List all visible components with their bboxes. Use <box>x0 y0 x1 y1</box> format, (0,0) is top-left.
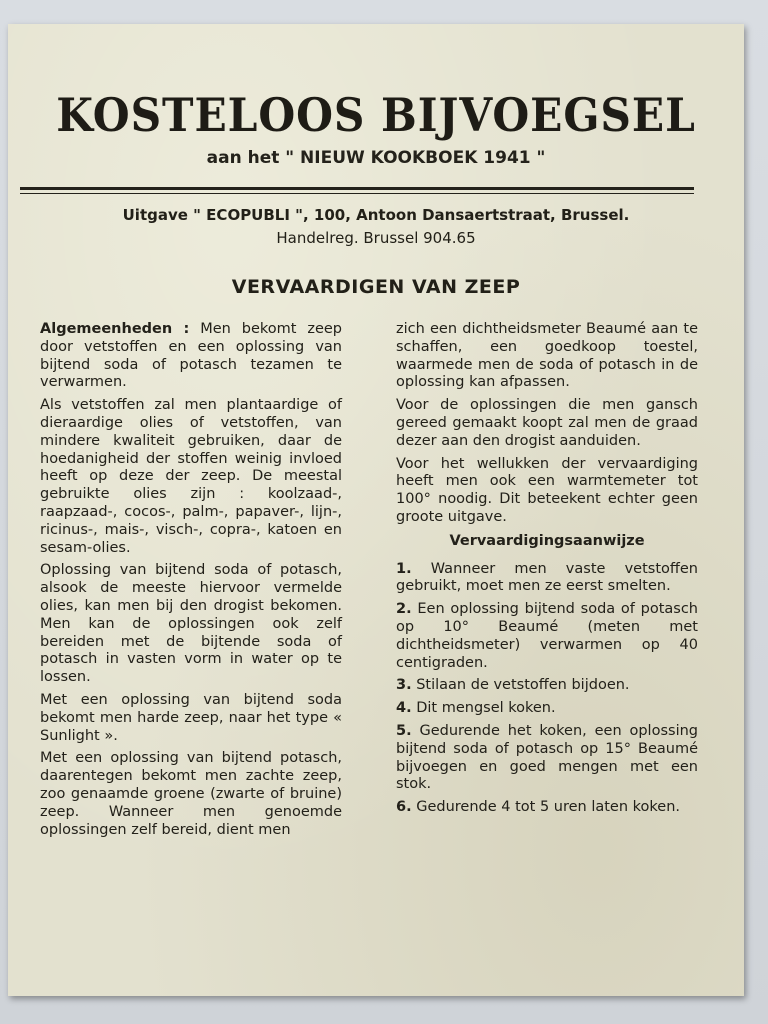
right-column <box>396 321 698 822</box>
intro-label: Algemeenheden : <box>40 321 190 337</box>
paragraph-solutions: Oplossing van bijtend soda of potasch, alsook de meeste hiervoor vermelde olies, kan men bij den drogist bekomen. Men kan de oplossingen ook zelf bereiden met de bijtende soda of potasch in vasten vorm in water op te lossen. <box>40 562 342 686</box>
step-number: 5. <box>396 722 412 739</box>
intro-paragraph <box>40 321 342 392</box>
instruction-step <box>396 723 698 794</box>
paragraph-hydrometer: zich een dichtheidsmeter Beaumé aan te schaffen, een goedkoop toestel, waarmede men de soda of potasch in de oplossing kan afpassen. <box>396 321 698 391</box>
step-number: 3. <box>396 677 412 694</box>
instruction-step <box>396 601 698 672</box>
step-number: 2. <box>396 601 412 618</box>
document-title: KOSTELOOS BIJVOEGSEL <box>56 88 696 142</box>
paragraph-ready-made: Voor de oplossingen die men gansch gereed gemaakt koopt zal men de graad dezer aan den drogist aanduiden. <box>396 397 698 449</box>
step-text: Stilaan de vetstoffen bijdoen. <box>411 677 630 694</box>
step-text: Wanneer men vaste vetstoffen gebruikt, moet men ze eerst smelten. <box>396 560 698 595</box>
paragraph-fats: Als vetstoffen zal men plantaardige of dieraardige olies of vetstoffen, van mindere kwaliteit gebruiken, daar de hoedanigheid der stoffen weinig invloed heeft op deze der zeep. De meestal gebruikte olies zijn : koolzaad-, raapzaad-, cocos-, palm-, papaver-, lijn-, ricinus-, mais-, visch-, copra-, katoen en sesam-olies. <box>40 397 342 556</box>
left-column <box>40 321 342 844</box>
instruction-step <box>396 700 698 718</box>
paragraph-thermometer: Voor het wellukken der vervaardiging heeft men ook een warmtemeter tot 100° noodig. Dit beteekent echter geen groote uitgave. <box>396 455 698 525</box>
trade-register-line: Handelreg. Brussel 904.65 <box>276 229 476 247</box>
instructions-heading: Vervaardigingsaanwijze <box>449 532 645 549</box>
step-text: Een oplossing bijtend soda of potasch op 10° Beaumé (meten met dichtheidsmeter) verwarmen op 40 centigraden. <box>396 601 698 671</box>
instruction-step <box>396 799 698 817</box>
step-number: 4. <box>396 700 412 717</box>
step-text: Dit mengsel koken. <box>411 700 556 717</box>
step-text: Gedurende 4 tot 5 uren laten koken. <box>411 799 681 816</box>
instruction-step <box>396 677 698 695</box>
step-number: 1. <box>396 560 412 577</box>
paragraph-hard-soap: Met een oplossing van bijtend soda bekomt men harde zeep, naar het type « Sunlight ». <box>40 691 342 744</box>
step-number: 6. <box>396 799 412 816</box>
document-page <box>8 24 744 996</box>
intro-text: Men bekomt zeep door vetstoffen en een oplossing van bijtend soda of potasch tezamen te verwarmen. <box>40 321 343 391</box>
instruction-step <box>396 561 698 597</box>
paragraph-soft-soap: Met een oplossing van bijtend potasch, daarentegen bekomt men zachte zeep, zoo genaamde groene (zwarte of bruine) zeep. Wanneer men genoemde oplossingen zelf bereid, dient men <box>40 750 342 838</box>
article-heading: VERVAARDIGEN VAN ZEEP <box>231 276 521 298</box>
title-rule-thin <box>20 193 694 194</box>
publisher-line: Uitgave " ECOPUBLI ", 100, Antoon Dansaertstraat, Brussel. <box>122 206 630 224</box>
step-text: Gedurende het koken, een oplossing bijtend soda of potasch op 15° Beaumé bijvoegen en goed mengen met een stok. <box>396 722 698 793</box>
document-subtitle: aan het " NIEUW KOOKBOEK 1941 " <box>206 148 546 168</box>
title-rule-thick <box>20 187 694 190</box>
